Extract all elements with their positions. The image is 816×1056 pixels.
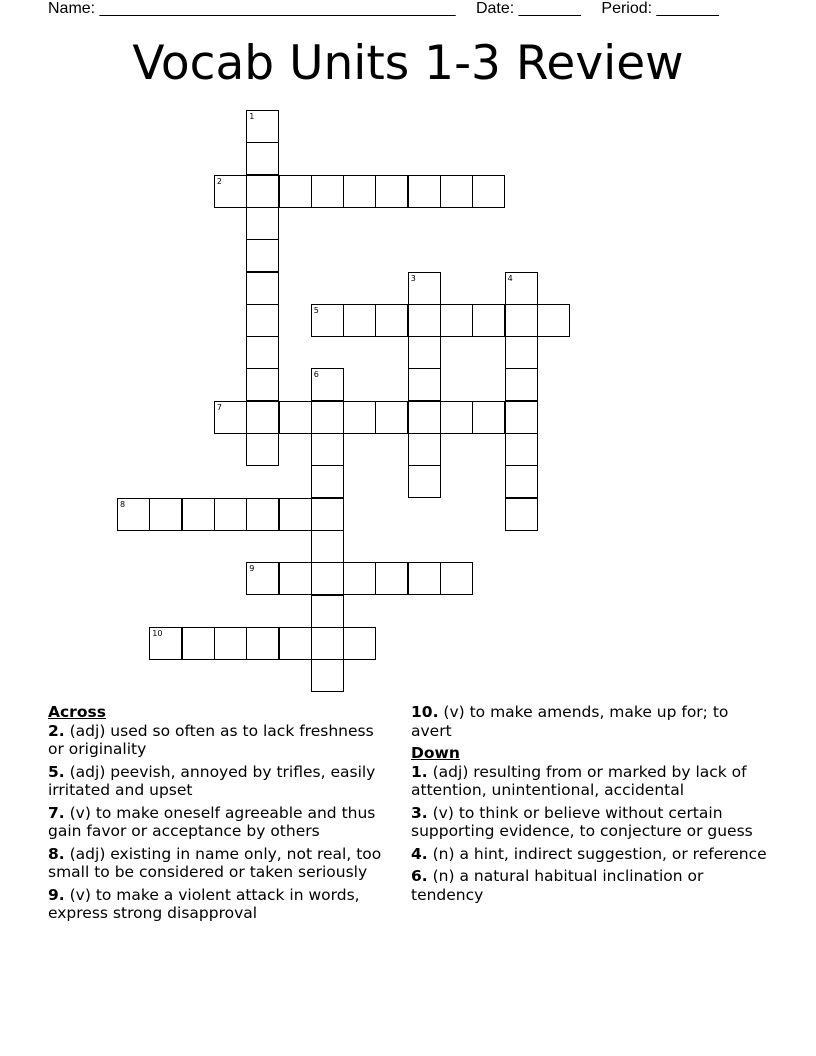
- crossword-cell[interactable]: [246, 433, 279, 466]
- crossword-cell[interactable]: [408, 401, 441, 434]
- crossword-cell[interactable]: [505, 433, 538, 466]
- page-title: Vocab Units 1-3 Review: [132, 36, 684, 91]
- crossword-cell[interactable]: [472, 401, 505, 434]
- crossword-cell[interactable]: [537, 304, 570, 337]
- crossword-cell[interactable]: [505, 498, 538, 531]
- crossword-cell[interactable]: [343, 304, 376, 337]
- clue-number-label: 1: [249, 112, 255, 121]
- crossword-cell[interactable]: [246, 401, 279, 434]
- down-clues-column: [411, 703, 771, 908]
- crossword-cell[interactable]: [505, 272, 538, 305]
- crossword-cell[interactable]: [246, 207, 279, 240]
- crossword-cell[interactable]: [311, 595, 344, 628]
- clue-across-8: 8. (adj) existing in name only, not real, too small to be considered or taken seriously: [48, 844, 382, 881]
- crossword-cell[interactable]: [311, 465, 344, 498]
- clue-number-label: 2: [216, 176, 222, 186]
- crossword-cell[interactable]: [343, 401, 376, 434]
- crossword-cell[interactable]: [311, 401, 344, 434]
- crossword-cell[interactable]: [214, 401, 247, 434]
- crossword-cell[interactable]: [246, 562, 279, 595]
- crossword-cell[interactable]: [311, 562, 344, 595]
- crossword-cell[interactable]: [343, 627, 376, 660]
- crossword-cell[interactable]: [311, 530, 344, 563]
- clue-down-1: 1. (adj) resulting from or marked by lack of attention, unintentional, accidental: [411, 762, 747, 799]
- crossword-cell[interactable]: [408, 336, 441, 369]
- clue-number-label: 7: [216, 402, 222, 412]
- crossword-cell[interactable]: [408, 272, 441, 305]
- crossword-cell[interactable]: [149, 627, 182, 660]
- clue-number-label: 10: [152, 628, 163, 638]
- crossword-cell[interactable]: [505, 368, 538, 401]
- crossword-cell[interactable]: [246, 110, 279, 143]
- crossword-cell[interactable]: [279, 401, 312, 434]
- crossword-cell[interactable]: [375, 401, 408, 434]
- crossword-cell[interactable]: [117, 498, 150, 531]
- crossword-cell[interactable]: [214, 627, 247, 660]
- clue-number-label: 3: [410, 273, 416, 283]
- crossword-cell[interactable]: [214, 498, 247, 531]
- clue-across-5: 5. (adj) peevish, annoyed by trifles, easily irritated and upset: [48, 762, 376, 799]
- crossword-cell[interactable]: [246, 272, 279, 305]
- clue-down-6: 6. (n) a natural habitual inclination or tendency: [411, 867, 704, 904]
- crossword-cell[interactable]: [343, 562, 376, 595]
- clue-across-9: 9. (v) to make a violent attack in words, express strong disapproval: [48, 885, 360, 922]
- clue-down-4: 4. (n) a hint, indirect suggestion, or reference: [411, 844, 767, 863]
- crossword-cell[interactable]: [408, 304, 441, 337]
- clue-number-label: 8: [120, 499, 126, 509]
- period-field[interactable]: Period: _______: [601, 0, 719, 17]
- crossword-cell[interactable]: [279, 498, 312, 531]
- crossword-cell[interactable]: [440, 175, 473, 208]
- crossword-cell[interactable]: [408, 368, 441, 401]
- crossword-cell[interactable]: [182, 627, 215, 660]
- crossword-cell[interactable]: [440, 562, 473, 595]
- crossword-cell[interactable]: [440, 304, 473, 337]
- crossword-cell[interactable]: [375, 175, 408, 208]
- clue-number-label: 5: [313, 305, 319, 315]
- crossword-cell[interactable]: [246, 142, 279, 175]
- crossword-cell[interactable]: [246, 368, 279, 401]
- crossword-cell[interactable]: [311, 433, 344, 466]
- crossword-cell[interactable]: [440, 401, 473, 434]
- crossword-cell[interactable]: [214, 175, 247, 208]
- clue-number-label: 4: [507, 273, 513, 283]
- clue-down-3: 3. (v) to think or believe without certain supporting evidence, to conjecture or guess: [411, 803, 753, 840]
- crossword-cell[interactable]: [343, 175, 376, 208]
- crossword-cell[interactable]: [408, 562, 441, 595]
- clue-across-7: 7. (v) to make oneself agreeable and thus gain favor or acceptance by others: [48, 803, 376, 840]
- crossword-cell[interactable]: [505, 304, 538, 337]
- crossword-cell[interactable]: [149, 498, 182, 531]
- crossword-cell[interactable]: [311, 175, 344, 208]
- crossword-cell[interactable]: [311, 368, 344, 401]
- crossword-cell[interactable]: [311, 304, 344, 337]
- crossword-cell[interactable]: [505, 465, 538, 498]
- date-field[interactable]: Date: _______: [475, 0, 581, 17]
- clue-number-label: 6: [313, 370, 319, 380]
- crossword-cell[interactable]: [279, 175, 312, 208]
- crossword-cell[interactable]: [408, 175, 441, 208]
- clue-across-2: 2. (adj) used so often as to lack freshness or originality: [48, 721, 374, 758]
- crossword-cell[interactable]: [246, 239, 279, 272]
- crossword-cell[interactable]: [408, 465, 441, 498]
- crossword-cell[interactable]: [472, 175, 505, 208]
- crossword-cell[interactable]: [505, 336, 538, 369]
- crossword-cell[interactable]: [182, 498, 215, 531]
- crossword-cell[interactable]: [246, 627, 279, 660]
- clue-across-10: 10. (v) to make amends, make up for; to avert: [411, 703, 729, 740]
- down-heading: Down: [411, 744, 460, 762]
- clue-number-label: 9: [249, 564, 255, 574]
- crossword-cell[interactable]: [246, 336, 279, 369]
- crossword-cell[interactable]: [375, 304, 408, 337]
- crossword-cell[interactable]: [246, 175, 279, 208]
- crossword-cell[interactable]: [311, 627, 344, 660]
- across-clues-column: [48, 703, 388, 927]
- crossword-cell[interactable]: [279, 562, 312, 595]
- crossword-cell[interactable]: [505, 401, 538, 434]
- across-heading: Across: [48, 703, 106, 721]
- crossword-cell[interactable]: [279, 627, 312, 660]
- crossword-cell[interactable]: [472, 304, 505, 337]
- crossword-cell[interactable]: [408, 433, 441, 466]
- crossword-cell[interactable]: [375, 562, 408, 595]
- crossword-cell[interactable]: [311, 498, 344, 531]
- name-field[interactable]: Name: ________________________________________: [48, 0, 456, 17]
- crossword-cell[interactable]: [246, 304, 279, 337]
- crossword-cell[interactable]: [246, 498, 279, 531]
- crossword-cell[interactable]: [311, 659, 344, 692]
